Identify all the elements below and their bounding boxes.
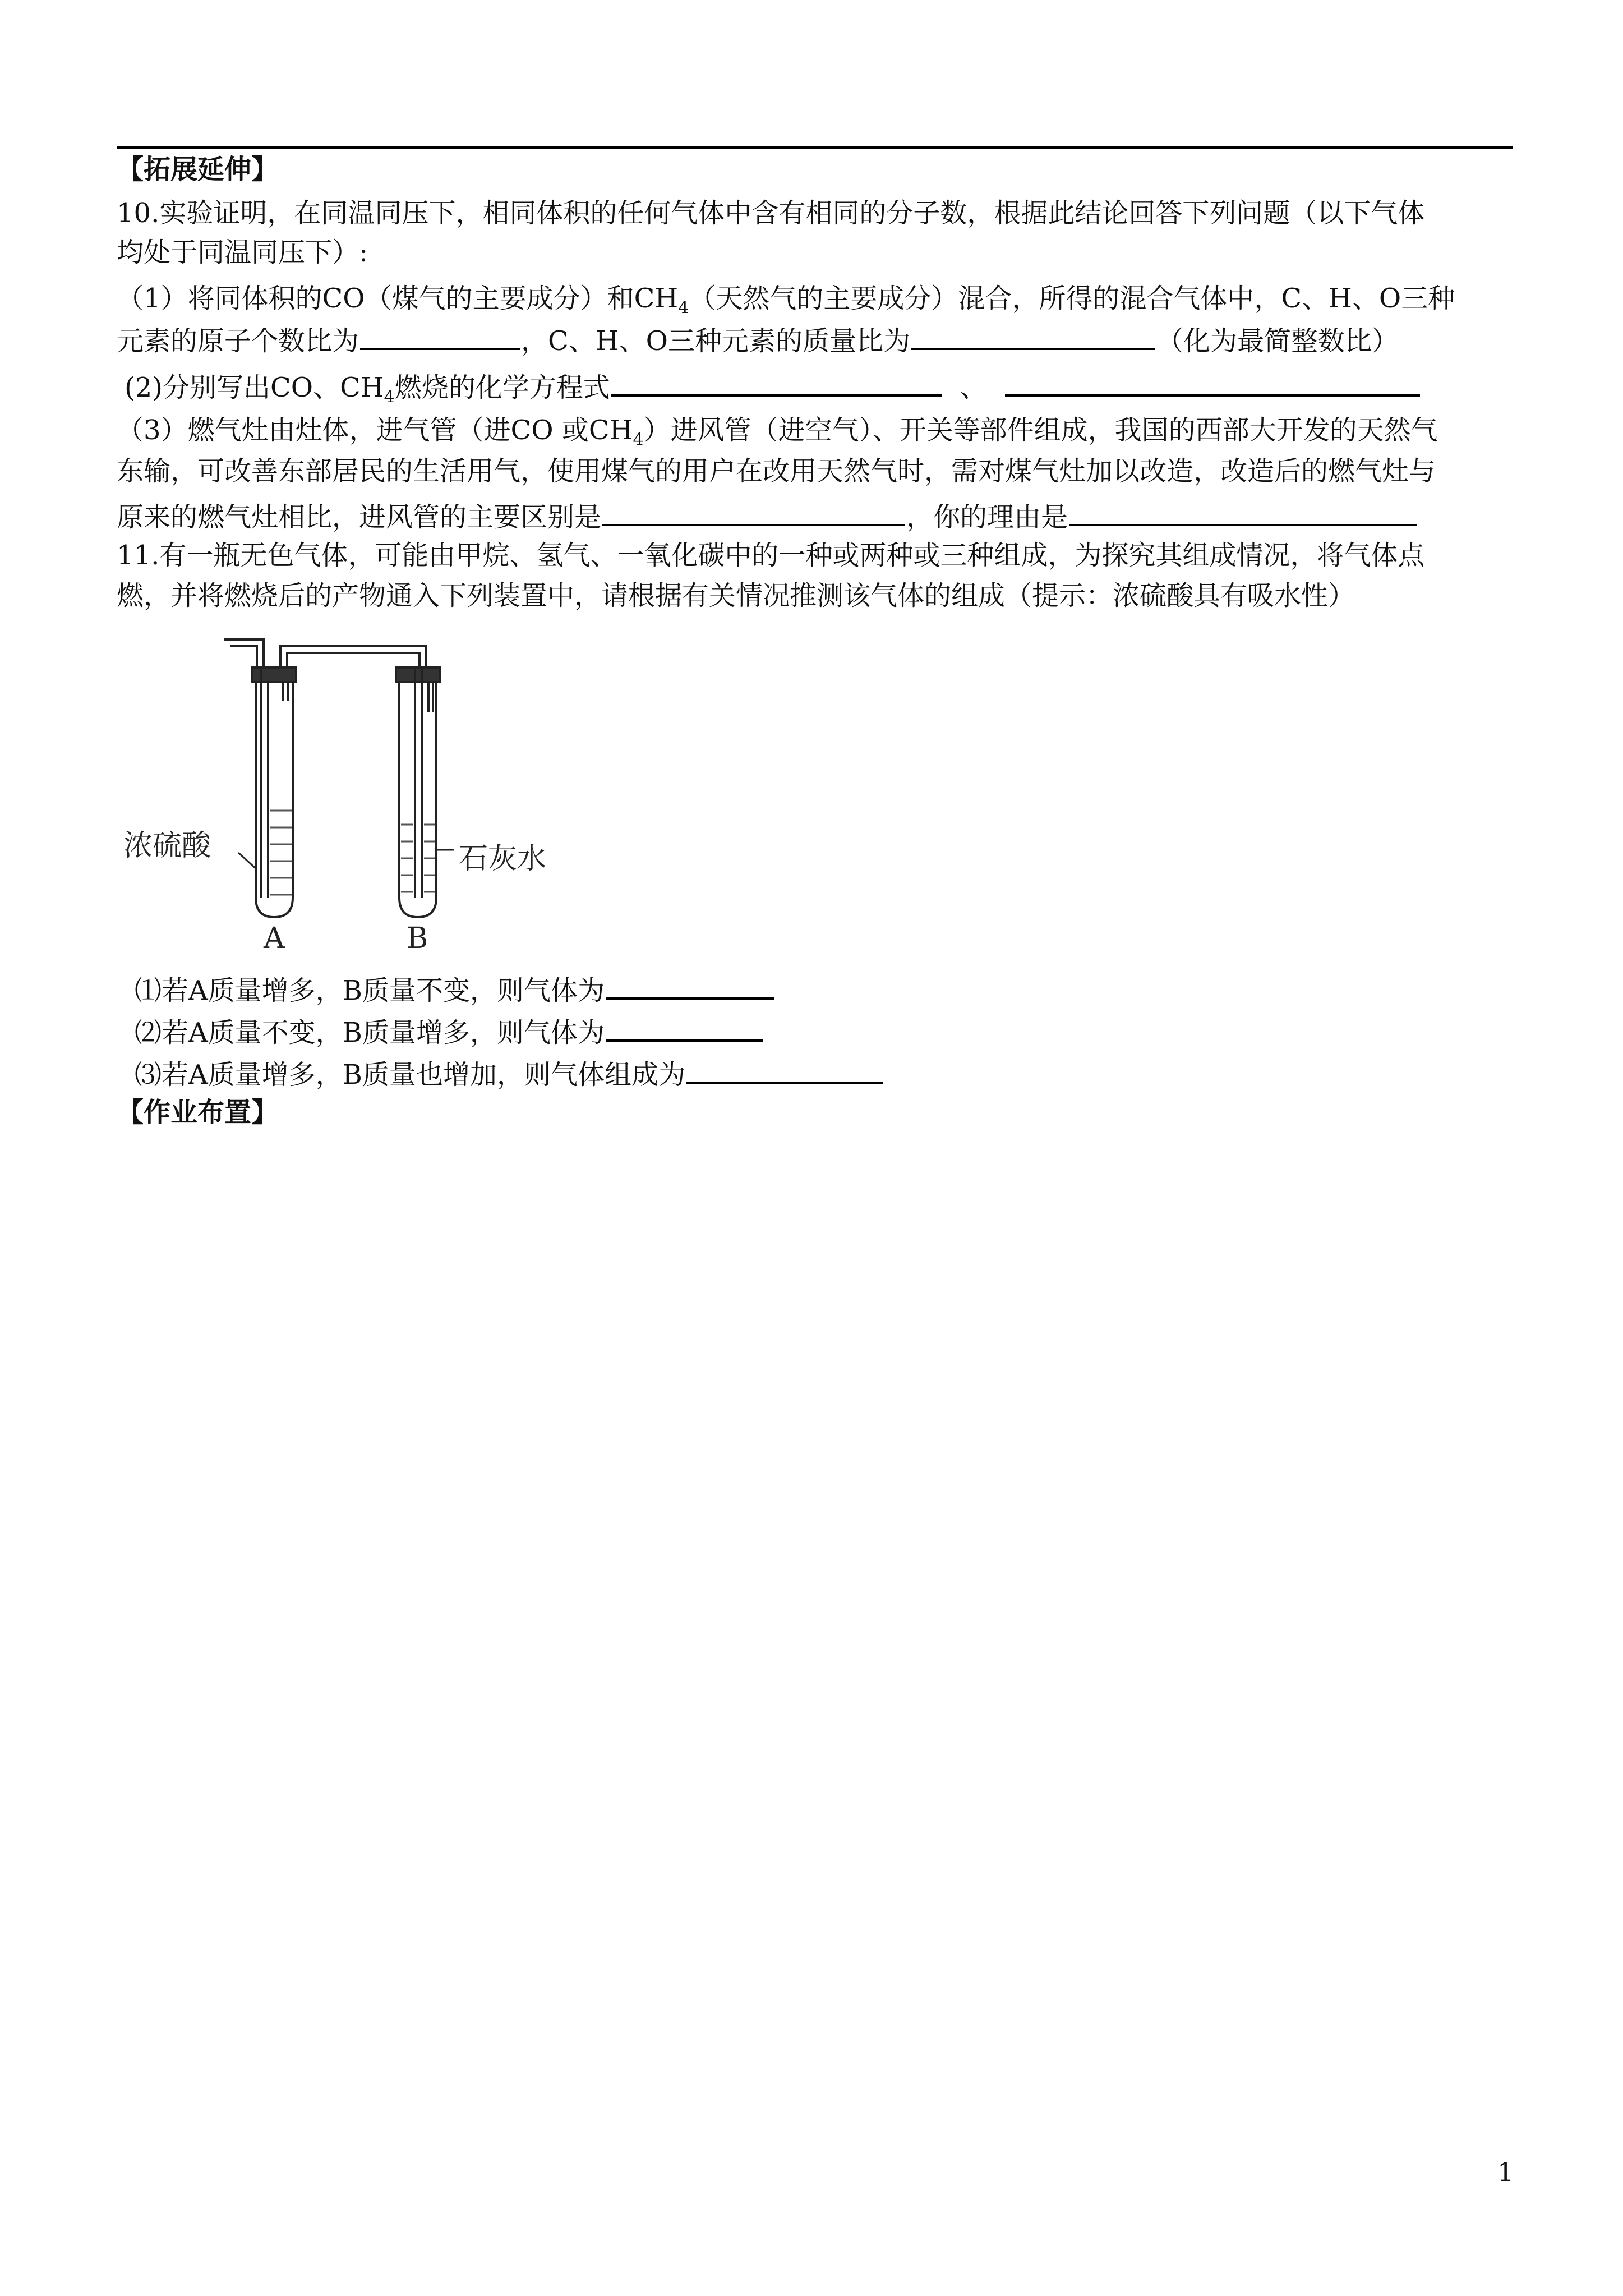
- q10-part1-text-b: （天然气的主要成分）混合，所得的混合气体中，C、H、O三种: [689, 283, 1455, 314]
- page-number: 1: [1497, 2157, 1514, 2187]
- answer-blank[interactable]: [360, 321, 520, 350]
- q11-case-2: [135, 1013, 1531, 1050]
- answer-blank[interactable]: [1069, 497, 1417, 526]
- q10-part3-text-a: （3）燃气灶由灶体，进气管（进CO 或CH: [117, 415, 633, 446]
- q10-part3-line-3: [117, 497, 1513, 534]
- q10-intro-line-2: 均处于同温同压下）:: [117, 237, 368, 268]
- q11-case-3: [135, 1055, 1531, 1092]
- q10-intro-line-1: 10.实验证明，在同温同压下，相同体积的任何气体中含有相同的分子数，根据此结论回答下列问题（以下气体: [117, 197, 1425, 229]
- q10-part3-text-b: ）进风管（进空气）、开关等部件组成，我国的西部大开发的天然气: [643, 415, 1438, 446]
- section-heading-extension: 【拓展延伸】: [117, 154, 279, 185]
- stopper-b: [396, 668, 440, 682]
- label-concentrated-sulfuric-acid: 浓硫酸: [123, 829, 211, 863]
- section-heading-homework: 【作业布置】: [117, 1097, 279, 1128]
- answer-blank[interactable]: [686, 1055, 883, 1084]
- answer-blank[interactable]: [1005, 367, 1420, 397]
- subscript: 4: [384, 387, 395, 407]
- test-tube-b: [399, 682, 436, 917]
- label-b: B: [407, 922, 428, 955]
- q10-part3-text-d: 原来的燃气灶相比，进风管的主要区别是: [117, 501, 602, 533]
- header-rule: [117, 146, 1513, 149]
- answer-blank[interactable]: [606, 970, 774, 1000]
- q10-part1-text-e: （化为最简整数比）: [1156, 325, 1399, 357]
- dip-tube-b: [415, 668, 422, 898]
- q10-part1-text-d: ，C、H、O三种元素的质量比为: [521, 325, 910, 357]
- q10-part1-text-a: （1）将同体积的CO（煤气的主要成分）和CH: [117, 283, 679, 314]
- connecting-tube: [280, 646, 426, 668]
- subscript: 4: [633, 430, 644, 450]
- answer-blank[interactable]: [911, 321, 1155, 350]
- label-a: A: [264, 922, 285, 955]
- q11-case-1-text: ⑴若A质量增多，B质量不变，则气体为: [135, 975, 605, 1006]
- q10-part2-separator: 、: [960, 372, 987, 403]
- dip-tube-a: [261, 668, 268, 898]
- q10-part3-line-1: [117, 413, 1513, 450]
- q10-part2-text-a: (2)分别写出CO、CH: [125, 372, 384, 403]
- stopper-a: [252, 668, 296, 682]
- subscript: 4: [678, 298, 689, 318]
- q11-case-2-text: ⑵若A质量不变，B质量增多，则气体为: [135, 1017, 605, 1048]
- answer-blank[interactable]: [611, 367, 942, 397]
- label-limewater: 石灰水: [459, 842, 547, 876]
- gas-wash-apparatus-diagram: [112, 634, 617, 959]
- q11-intro-line-2: 燃，并将燃烧后的产物通入下列装置中，请根据有关情况推测该气体的组成（提示：浓硫酸具有吸水性）: [117, 580, 1355, 611]
- q10-part2-line: [125, 367, 1521, 407]
- q10-part3-line-2: 东输，可改善东部居民的生活用气，使用煤气的用户在改用天然气时，需对煤气灶加以改造，改造后的燃气灶与: [117, 455, 1436, 487]
- q10-part1-text-c: 元素的原子个数比为: [117, 325, 359, 357]
- q10-part3-text-e: ，你的理由是: [906, 501, 1068, 533]
- q10-part1-line-1: [117, 282, 1513, 318]
- q11-case-3-text: ⑶若A质量增多，B质量也增加，则气体组成为: [135, 1059, 685, 1091]
- q10-part2-text-b: 燃烧的化学方程式: [394, 372, 610, 403]
- answer-blank[interactable]: [606, 1013, 763, 1042]
- q11-case-1: [135, 970, 1531, 1007]
- q11-intro-line-1: 11.有一瓶无色气体，可能由甲烷、氢气、一氧化碳中的一种或两种或三种组成，为探究其组成情况，将气体点: [117, 540, 1425, 571]
- answer-blank[interactable]: [602, 497, 905, 526]
- q10-part1-line-2: [117, 321, 1513, 358]
